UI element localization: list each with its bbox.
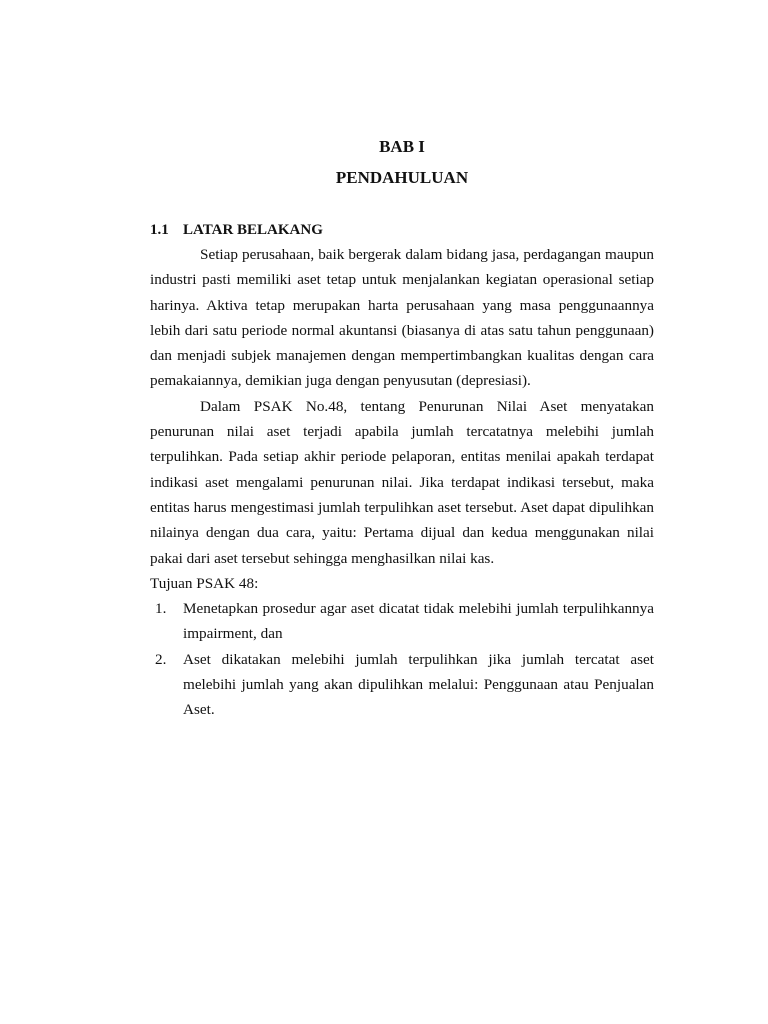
numbered-list bbox=[150, 596, 654, 722]
body-text bbox=[150, 242, 654, 723]
list-item bbox=[150, 647, 654, 723]
list-item bbox=[150, 596, 654, 647]
section-title: LATAR BELAKANG bbox=[183, 222, 323, 238]
chapter-number: BAB I bbox=[379, 137, 425, 156]
list-item-text: Menetapkan prosedur agar aset dicatat tidak melebihi jumlah terpulihkannya impairment, dan bbox=[183, 600, 654, 643]
chapter-title: PENDAHULUAN bbox=[335, 168, 469, 187]
list-marker: 2. bbox=[155, 650, 167, 668]
section-heading bbox=[150, 220, 323, 240]
paragraph: Setiap perusahaan, baik bergerak dalam bidang jasa, perdagangan maupun industri pasti memiliki aset tetap untuk menjalankan kegiatan operasional setiap harinya. Aktiva tetap merupakan harta perusahaan yang masa penggunaannya lebih dari satu periode normal akuntansi (biasanya di atas satu tahun penggunaan) dan menjadi subjek manajemen dengan mempertimbangkan kualitas dengan cara pemakaiannya, demikian juga dengan penyusutan (depresiasi). bbox=[150, 246, 654, 390]
paragraph: Dalam PSAK No.48, tentang Penurunan Nilai Aset menyatakan penurunan nilai aset terjadi apabila jumlah tercatatnya melebihi jumlah terpulihkan. Pada setiap akhir periode pelaporan, entitas menilai apakah terdapat indikasi aset mengalami penurunan nilai. Jika terdapat indikasi tersebut, maka entitas harus mengestimasi jumlah terpulihkan aset tersebut. Aset dapat dipulihkan nilainya dengan dua cara, yaitu: Pertama dijual dan kedua menggunakan nilai pakai dari aset tersebut sehingga menghasilkan nilai kas. bbox=[150, 397, 654, 567]
section-number: 1.1 bbox=[150, 222, 169, 238]
list-marker: 1. bbox=[155, 600, 167, 618]
list-intro: Tujuan PSAK 48: bbox=[150, 574, 259, 592]
list-item-text: Aset dikatakan melebihi jumlah terpulihkan jika jumlah tercatat aset melebihi jumlah yang akan dipulihkan melalui: Penggunaan atau Penjualan Aset. bbox=[183, 650, 654, 719]
